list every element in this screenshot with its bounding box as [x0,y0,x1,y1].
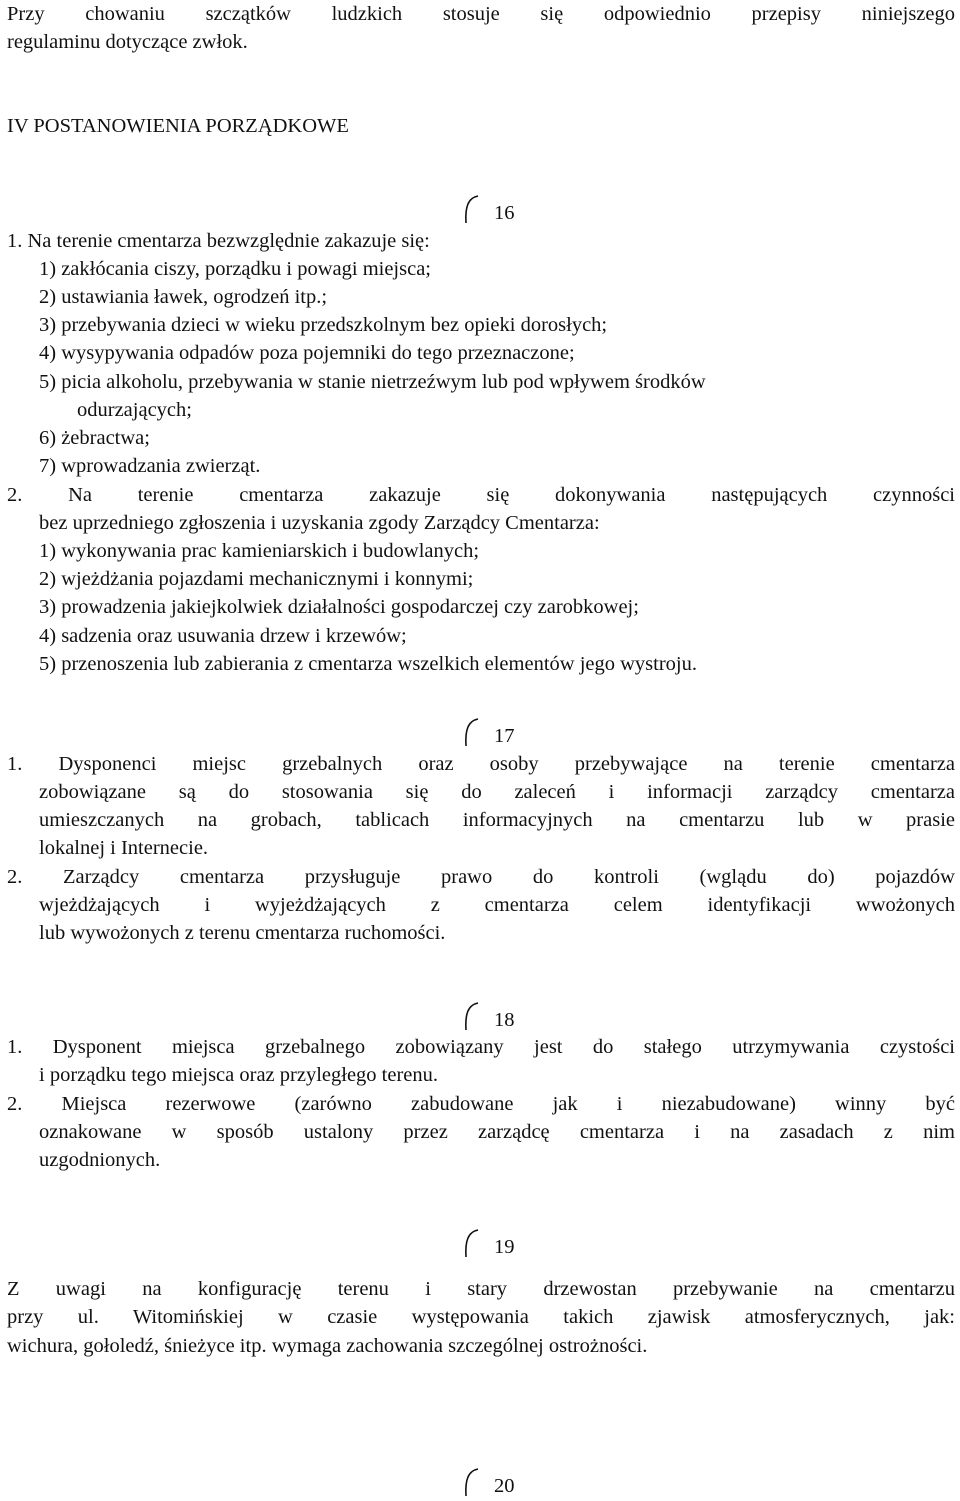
section-sign-icon [462,199,480,225]
list-item: 2) ustawiania ławek, ogrodzeń itp.; [39,286,328,308]
point-text: i porządku tego miejsca oraz przyległego terenu. [39,1064,439,1086]
section-sign-icon [462,1233,480,1259]
point-text: lub wywożonych z terenu cmentarza ruchomości. [39,922,446,944]
point-text: wjeżdżających i wyjeżdżających z cmentarza celem identyfikacji wwożonych [39,894,955,916]
list-item: 5) przenoszenia lub zabierania z cmentarza wszelkich elementów jego wystroju. [39,653,697,675]
list-item: 5) picia alkoholu, przebywania w stanie nietrzeźwym lub pod wpływem środków [39,371,706,393]
paragraph-mark-17 [462,722,515,750]
point-text: 1. Dysponent miejsca grzebalnego zobowiązany jest do stałego utrzymywania czystości [7,1036,955,1058]
list-item: 4) wysypywania odpadów poza pojemniki do tego przeznaczone; [39,342,575,364]
point-text: 2. Miejsca rezerwowe (zarówno zabudowane jak i niezabudowane) winny być [7,1093,955,1115]
point-text: lokalnej i Internecie. [39,837,209,859]
list-item: 1) zakłócania ciszy, porządku i powagi miejsca; [39,258,432,280]
point-text: uzgodnionych. [39,1149,161,1171]
paragraph-mark-18 [462,1006,515,1034]
paragraph-number: 17 [494,725,515,747]
list-item: 4) sadzenia oraz usuwania drzew i krzewów; [39,625,407,647]
point-text: zobowiązane są do stosowania się do zaleceń i informacji zarządcy cmentarza [39,781,955,803]
intro-line: Przy chowaniu szczątków ludzkich stosuje się odpowiednio przepisy niniejszego [7,3,955,25]
point-text: 1. Dysponenci miejsc grzebalnych oraz osoby przebywające na terenie cmentarza [7,753,955,775]
point-text: oznakowane w sposób ustalony przez zarządcę cmentarza i na zasadach z nim [39,1121,955,1143]
section-sign-icon [462,1472,480,1498]
paragraph-mark-16 [462,199,515,227]
paragraph-mark-19 [462,1233,515,1261]
section-sign-icon [462,1006,480,1032]
paragraph-number: 19 [494,1236,515,1258]
list-item: 3) przebywania dzieci w wieku przedszkolnym bez opieki dorosłych; [39,314,608,336]
list-item: 3) prowadzenia jakiejkolwiek działalności gospodarczej czy zarobkowej; [39,596,639,618]
list-item: odurzających; [77,399,192,421]
paragraph-mark-20 [462,1472,515,1500]
paragraph-text: Z uwagi na konfigurację terenu i stary drzewostan przebywanie na cmentarzu [7,1278,955,1300]
section-sign-icon [462,722,480,748]
list-item: 2) wjeżdżania pojazdami mechanicznymi i konnymi; [39,568,474,590]
intro-line: regulaminu dotyczące zwłok. [7,31,248,53]
paragraph-number: 16 [494,202,515,224]
point-text: 2. Zarządcy cmentarza przysługuje prawo do kontroli (wglądu do) pojazdów [7,866,955,888]
list-item: 7) wprowadzania zwierząt. [39,455,261,477]
paragraph-text: wichura, gołoledź, śnieżyce itp. wymaga zachowania szczególnej ostrożności. [7,1335,648,1357]
paragraph-number: 20 [494,1475,515,1497]
paragraph-number: 18 [494,1009,515,1031]
point-text: bez uprzedniego zgłoszenia i uzyskania zgody Zarządcy Cmentarza: [39,512,600,534]
point-title: 1. Na terenie cmentarza bezwzględnie zakazuje się: [7,230,430,252]
paragraph-text: przy ul. Witomińskiej w czasie występowania takich zjawisk atmosferycznych, jak: [7,1306,955,1328]
point-text: umieszczanych na grobach, tablicach informacyjnych na cmentarzu lub w prasie [39,809,955,831]
section-heading: IV POSTANOWIENIA PORZĄDKOWE [7,115,349,137]
point-text: 2. Na terenie cmentarza zakazuje się dokonywania następujących czynności [7,484,955,506]
list-item: 1) wykonywania prac kamieniarskich i budowlanych; [39,540,480,562]
list-item: 6) żebractwa; [39,427,150,449]
